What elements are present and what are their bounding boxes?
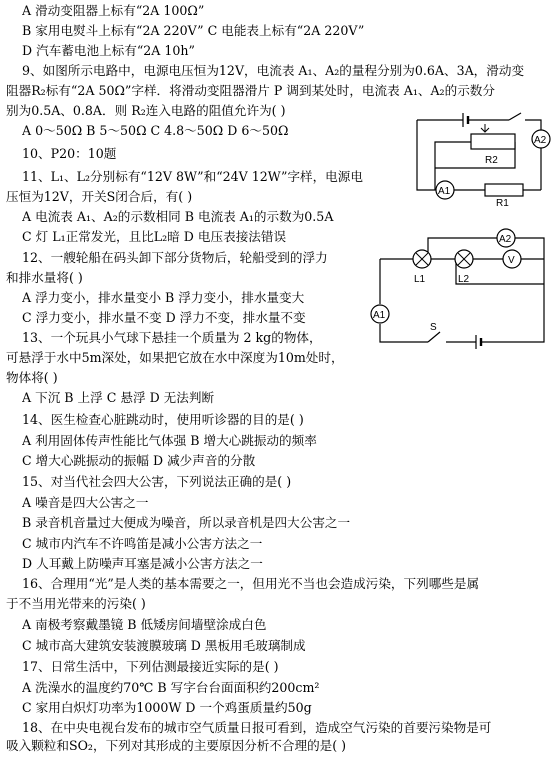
label-r1: R1 xyxy=(496,198,509,206)
answer-option: A 噪音是四大公害之一 xyxy=(22,495,149,510)
question-18-line-1: 18、在中央电视台发布的城市空气质量日报可看到，造成空气污染的首要污染物是可 xyxy=(22,720,492,735)
question-12-line-1: 12、一艘轮船在码头卸下部分货物后，轮船受到的浮力 xyxy=(22,250,328,265)
question-11-line-2: 压恒为12V，开关S闭合后，有( ) xyxy=(6,189,193,204)
rheostat-r2 xyxy=(471,134,515,149)
answer-options: A 洗澡水的温度约70℃ B 写字台台面面积约200cm² xyxy=(22,680,320,695)
answer-options: A 0～50Ω B 5～50Ω C 4.8～50Ω D 6～50Ω xyxy=(22,123,289,138)
answer-options: A 下沉 B 上浮 C 悬浮 D 无法判断 xyxy=(22,390,215,405)
answer-options: C 家用白炽灯功率为1000W D 一个鸡蛋质量约50g xyxy=(22,700,312,715)
answer-option: C 城市内汽车不许鸣笛是减小公害方法之一 xyxy=(22,536,263,551)
resistor-r1 xyxy=(485,184,523,196)
question-18-line-2: 吸入颗粒和SO₂，下列对其形成的主要原因分析不合理的是( ) xyxy=(6,738,347,753)
answer-options: C 增大心跳振动的振幅 D 减少声音的分散 xyxy=(22,453,256,468)
answer-options: A 南极考察戴墨镜 B 低矮房间墙壁涂成白色 xyxy=(22,617,267,632)
label-a1: A1 xyxy=(373,310,386,321)
question-13-line-2: 可悬浮于水中5m深处，如果把它放在水中深度为10m处时， xyxy=(6,350,344,365)
answer-options: A 电流表 A₁、A₂的示数相同 B 电流表 A₁的示数为0.5A xyxy=(22,209,334,224)
label-l1: L1 xyxy=(414,274,426,285)
question-14: 14、医生检查心脏跳动时，使用听诊器的目的是( ) xyxy=(22,412,304,427)
answer-options: C 灯 L₁正常发光，且比L₂暗 D 电压表接法错误 xyxy=(22,229,287,244)
question-11-line-1: 11、L₁、L₂分别标有“12V 8W”和“24V 12W”字样，电源电 xyxy=(22,169,363,184)
question-9-line-2: 阻器R₂标有“2A 50Ω”字样．将滑动变阻器滑片 P 调到某处时，电流表 A₁、A₂的示数分 xyxy=(6,83,495,98)
label-v: V xyxy=(508,255,515,266)
question-10: 10、P20：10题 xyxy=(22,146,117,161)
label-a1: A1 xyxy=(438,186,451,197)
question-13-line-1: 13、一个玩具小气球下悬挂一个质量为 2 kg的物体， xyxy=(22,330,322,345)
answer-options: A 利用固体传声性能比气体强 B 增大心跳振动的频率 xyxy=(22,433,317,448)
label-r2: R2 xyxy=(485,155,498,166)
question-9-line-1: 9、如图所示电路中，电源电压恒为12V，电流表 A₁、A₂的量程分别为0.6A、3A，滑动变 xyxy=(22,63,525,78)
label-l2: L2 xyxy=(458,274,470,285)
question-15: 15、对当代社会四大公害，下列说法正确的是( ) xyxy=(22,474,292,489)
answer-option: B 录音机音量过大便成为噪音，所以录音机是四大公害之一 xyxy=(22,515,351,530)
text-line: B 家用电熨斗上标有“2A 220V” C 电能表上标有“2A 220V” xyxy=(22,23,365,38)
text-line: D 汽车蓄电池上标有“2A 10h” xyxy=(22,43,195,58)
question-13-line-3: 物体将( ) xyxy=(6,370,58,385)
answer-options: A 浮力变小，排水量变小 B 浮力变小，排水量变大 xyxy=(22,290,305,305)
answer-options: C 浮力变小，排水量不变 D 浮力不变，排水量不变 xyxy=(22,310,306,325)
question-17: 17、日常生活中，下列估测最接近实际的是( ) xyxy=(22,659,279,674)
question-16-line-1: 16、合理用“光”是人类的基本需要之一，但用光不当也会造成污染，下列哪些是属 xyxy=(22,576,480,591)
question-12-line-2: 和排水量将( ) xyxy=(6,270,83,285)
text-line: A 滑动变阻器上标有“2A 100Ω” xyxy=(22,3,205,18)
question-9-line-3: 别为0.5A、0.8A．则 R₂连入电路的阻值允许为( ) xyxy=(6,103,286,118)
answer-option: D 人耳戴上防噪声耳塞是减小公害方法之一 xyxy=(22,556,263,571)
circuit-diagram-1 xyxy=(405,108,557,206)
circuit-diagram-2 xyxy=(368,224,556,364)
label-a2: A2 xyxy=(534,135,547,146)
answer-options: C 城市高大建筑安装渡膜玻璃 D 黑板用毛玻璃制成 xyxy=(22,638,306,653)
label-s: S xyxy=(430,322,437,333)
label-a2: A2 xyxy=(499,234,512,245)
question-16-line-2: 于不当用光带来的污染( ) xyxy=(6,596,146,611)
